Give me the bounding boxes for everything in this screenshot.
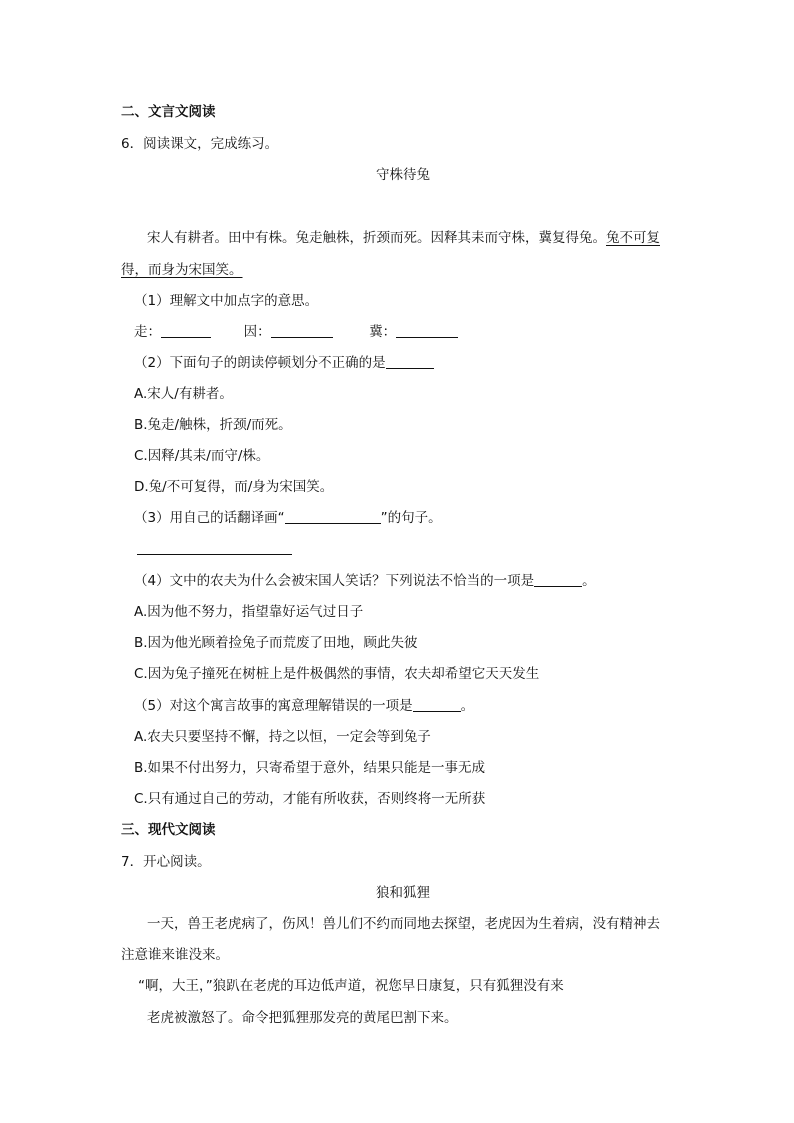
story-paragraph-2: “啊，大王，”狼趴在老虎的耳边低声道，祝您早日康复，只有狐狸没有来 (138, 978, 564, 994)
passage-underlined-2: 得，而身为宋国笑。 (121, 262, 243, 278)
passage-line-1 (147, 229, 660, 247)
question-6-prompt: 6．阅读课文，完成练习。 (121, 136, 279, 152)
sub4-option-a: A.因为他不努力，指望靠好运气过日子 (134, 604, 364, 620)
answer-blank-yin[interactable] (271, 323, 333, 338)
sub4-option-c: C.因为兔子撞死在树桩上是件极偶然的事情，农夫却希望它天天发生 (134, 666, 540, 682)
answer-blank-sub5[interactable] (413, 697, 461, 712)
sub2-line (134, 354, 434, 372)
sub4-line (134, 572, 596, 590)
sub5-line (134, 697, 474, 715)
sub4-prompt: （4）文中的农夫为什么会被宋国人笑话？下列说法不恰当的一项是 (134, 573, 535, 589)
answer-blank-zou[interactable] (161, 323, 211, 338)
story-paragraph-1b: 注意谁来谁没来。 (121, 947, 229, 963)
sub1-blanks (134, 323, 458, 341)
question-7-prompt: 7．开心阅读。 (121, 854, 211, 870)
section-heading-classical: 二、文言文阅读 (121, 104, 216, 120)
sub1-prompt: （1）理解文中加点字的意思。 (134, 293, 319, 309)
passage-text: 宋人有耕者。田中有株。兔走触株，折颈而死。因释其耒而守株，冀复得兔。 (147, 230, 606, 246)
sub3-prompt-a: （3）用自己的话翻译画“ (134, 510, 285, 526)
sub2-option-c: C.因释/其耒/而守/株。 (134, 448, 270, 464)
story-paragraph-3: 老虎被激怒了。命令把狐狸那发亮的黄尾巴割下来。 (147, 1010, 458, 1026)
blank-label-zou: 走： (134, 324, 161, 340)
sub4-option-b: B.因为他光顾着捡兔子而荒废了田地，顾此失彼 (134, 635, 418, 651)
story-title-shouzhu: 守株待兔 (376, 167, 430, 183)
sub2-option-d: D.兔/不可复得，而/身为宋国笑。 (134, 479, 334, 495)
answer-blank-sub2[interactable] (386, 354, 434, 369)
sub5-option-a: A.农夫只要坚持不懈，持之以恒，一定会等到兔子 (134, 729, 431, 745)
blank-label-ji: 冀： (369, 324, 397, 340)
section-heading-modern: 三、现代文阅读 (121, 822, 216, 838)
answer-blank-sub4[interactable] (534, 572, 582, 587)
sub3-line (134, 509, 442, 527)
sub5-option-c: C.只有通过自己的劳动，才能有所收获，否则终将一无所获 (134, 791, 486, 807)
sub5-option-b: B.如果不付出努力，只寄希望于意外，结果只能是一事无成 (134, 760, 486, 776)
sub3-prompt-b: ”的句子。 (380, 510, 442, 526)
quote-blank-sub3 (285, 509, 381, 524)
answer-line-sub3[interactable] (137, 554, 292, 555)
sub2-option-a: A.宋人/有耕者。 (134, 386, 233, 402)
passage-underlined-1: 兔不可复 (606, 230, 660, 246)
sub4-end: 。 (582, 573, 596, 589)
blank-label-yin: 因： (243, 324, 271, 340)
sub2-option-b: B.兔走/触株，折颈/而死。 (134, 417, 292, 433)
story-title-wolf-fox: 狼和狐狸 (376, 885, 430, 901)
story-paragraph-1a: 一天，兽王老虎病了，伤风！兽儿们不约而同地去探望，老虎因为生着病，没有精神去 (147, 916, 660, 932)
answer-blank-ji[interactable] (396, 323, 458, 338)
sub5-prompt: （5）对这个寓言故事的寓意理解错误的一项是 (134, 698, 413, 714)
sub5-end: 。 (460, 698, 475, 714)
sub2-prompt: （2）下面句子的朗读停顿划分不正确的是 (134, 355, 386, 371)
